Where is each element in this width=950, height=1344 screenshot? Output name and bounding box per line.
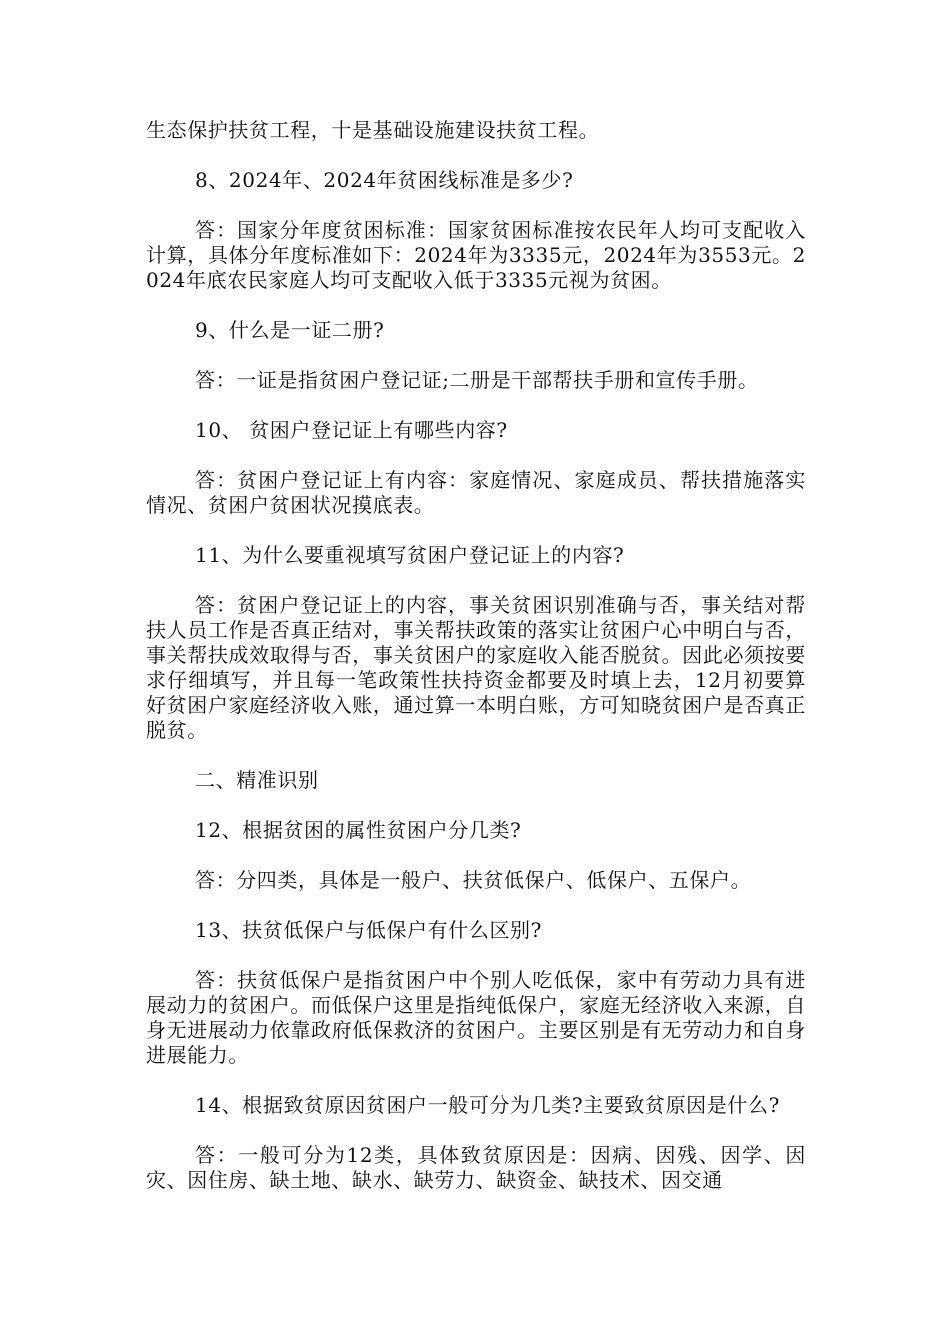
document-body bbox=[146, 118, 806, 1218]
answer-8: 答：国家分年度贫困标准：国家贫困标准按农民年人均可支配收入计算，具体分年度标准如下：2024年为3335元，2024年为3553元。2024年底农民家庭人均可支配收入低于3335元视为贫困。 bbox=[146, 218, 806, 292]
section-heading: 二、精准识别 bbox=[195, 768, 319, 792]
answer-9: 答：一证是指贫困户登记证;二册是干部帮扶手册和宣传手册。 bbox=[195, 368, 759, 392]
question-11: 11、为什么要重视填写贫困户登记证上的内容? bbox=[195, 543, 625, 567]
question-10: 10、 贫困户登记证上有哪些内容? bbox=[195, 418, 508, 442]
question-13: 13、扶贫低保户与低保户有什么区别? bbox=[195, 918, 542, 942]
answer-14: 答：一般可分为12类，具体致贫原因是：因病、因残、因学、因灾、因住房、缺土地、缺水、缺劳力、缺资金、缺技术、因交通 bbox=[146, 1143, 806, 1192]
answer-11: 答：贫困户登记证上的内容，事关贫困识别准确与否，事关结对帮扶人员工作是否真正结对，事关帮扶政策的落实让贫困户心中明白与否，事关帮扶成效取得与否，事关贫困户的家庭收入能否脱贫。因此必须按要求仔细填写，并且每一笔政策性扶持资金都要及时填上去，12月初要算好贫困户家庭经济收入账，通过算一本明白账，方可知晓贫困户是否真正脱贫。 bbox=[146, 593, 806, 742]
answer-10: 答：贫困户登记证上有内容：家庭情况、家庭成员、帮扶措施落实情况、贫困户贫困状况摸底表。 bbox=[146, 468, 806, 517]
question-14: 14、根据致贫原因贫困户一般可分为几类?主要致贫原因是什么? bbox=[195, 1093, 780, 1117]
paragraph-continuation: 生态保护扶贫工程，十是基础设施建设扶贫工程。 bbox=[146, 118, 600, 142]
answer-13: 答：扶贫低保户是指贫困户中个别人吃低保，家中有劳动力具有进展动力的贫困户。而低保户这里是指纯低保户，家庭无经济收入来源，自身无进展动力依靠政府低保救济的贫困户。主要区别是有无劳动力和自身进展能力。 bbox=[146, 968, 806, 1067]
question-9: 9、什么是一证二册? bbox=[195, 318, 385, 342]
answer-12: 答：分四类，具体是一般户、扶贫低保户、低保户、五保户。 bbox=[195, 868, 752, 892]
question-8: 8、2024年、2024年贫困线标准是多少? bbox=[195, 168, 574, 192]
question-12: 12、根据贫困的属性贫困户分几类? bbox=[195, 818, 522, 842]
